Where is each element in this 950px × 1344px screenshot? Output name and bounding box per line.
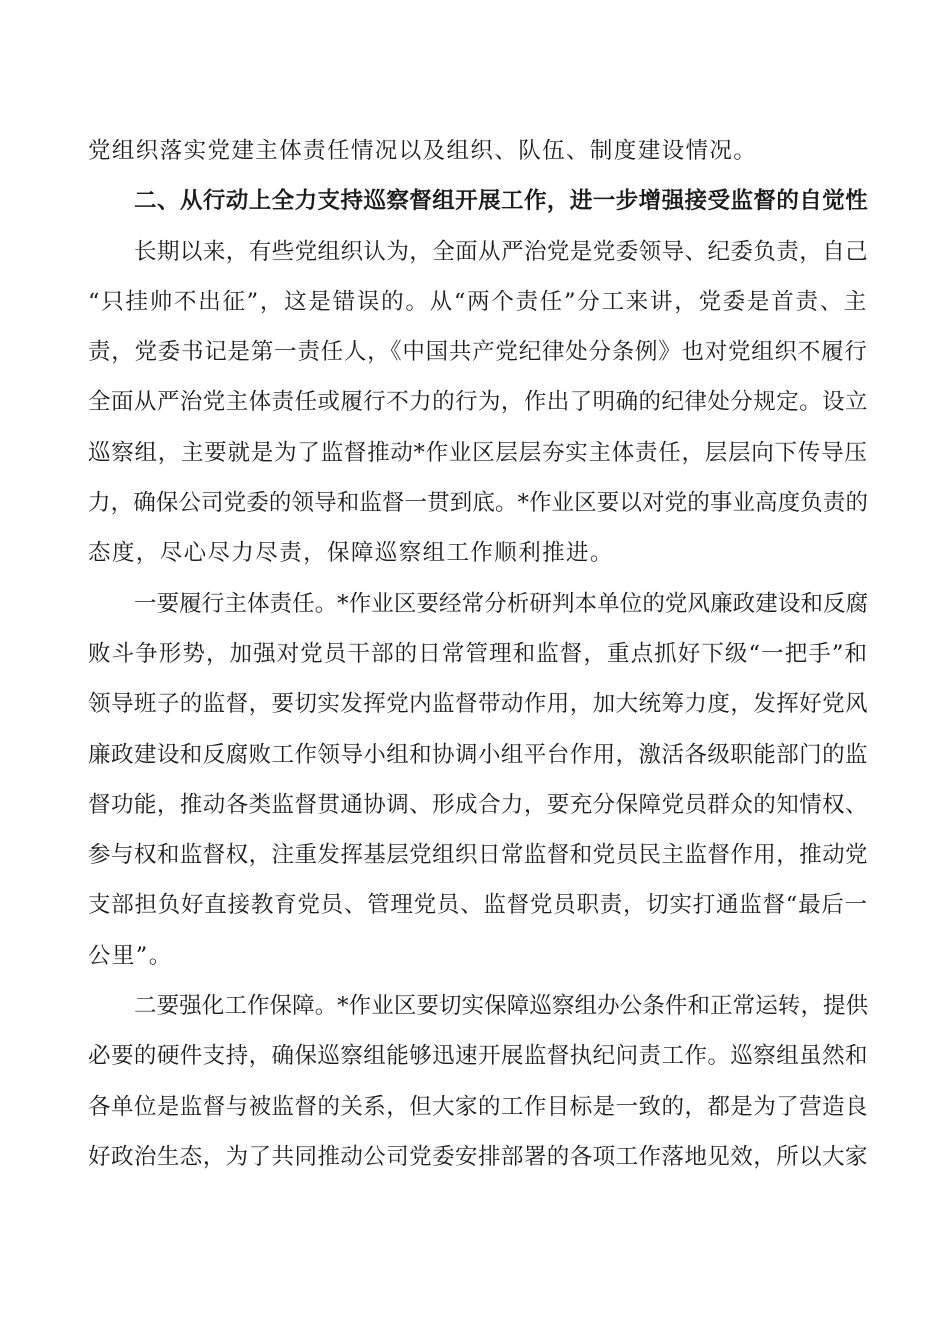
text-line: 一要履行主体责任。*作业区要经常分析研判本单位的党风廉政建设和反腐 — [134, 590, 869, 617]
section-heading: 二、从行动上全力支持巡察督组开展工作，进一步增强接受监督的自觉性 — [134, 188, 869, 215]
text-line: 败斗争形势，加强对党员干部的日常管理和监督，重点抓好下级“一把手”和 — [88, 640, 869, 667]
text-line: 全面从严治党主体责任或履行不力的行为，作出了明确的纪律处分规定。设立 — [88, 389, 868, 416]
text-line: 党组织落实党建主体责任情况以及组织、队伍、制度建设情况。 — [88, 138, 758, 164]
text-line: 支部担负好直接教育党员、管理党员、监督党员职责，切实打通监督“最后一 — [88, 892, 868, 919]
text-line: 领导班子的监督，要切实发挥党内监督带动作用，加大统筹力度，发挥好党风 — [88, 691, 868, 718]
text-line: 督功能，推动各类监督贯通协调、形成合力，要充分保障党员群众的知情权、 — [88, 791, 868, 818]
document-body — [88, 126, 868, 1182]
text-line: 长期以来，有些党组织认为，全面从严治党是党委领导、纪委负责，自己 — [134, 238, 869, 265]
text-line: 态度，尽心尽力尽责，保障巡察组工作顺利推进。 — [88, 540, 614, 567]
text-line: 廉政建设和反腐败工作领导小组和协调小组平台作用，激活各级职能部门的监 — [88, 741, 868, 768]
text-line: 力，确保公司党委的领导和监督一贯到底。*作业区要以对党的事业高度负责的 — [88, 490, 869, 517]
text-line: 参与权和监督权，注重发挥基层党组织日常监督和党员民主监督作用，推动党 — [88, 842, 868, 869]
text-line: 好政治生态，为了共同推动公司党委安排部署的各项工作落地见效，所以大家 — [88, 1143, 868, 1170]
text-line: 二要强化工作保障。*作业区要切实保障巡察组办公条件和正常运转，提供 — [134, 993, 869, 1020]
text-line: 责，党委书记是第一责任人，《中国共产党纪律处分条例》也对党组织不履行 — [88, 339, 868, 366]
text-line: “只挂帅不出征”，这是错误的。从“两个责任”分工来讲，党委是首责、主 — [88, 288, 869, 315]
text-line: 公里”。 — [88, 942, 173, 969]
text-line: 必要的硬件支持，确保巡察组能够迅速开展监督执纪问责工作。巡察组虽然和 — [88, 1043, 868, 1070]
text-line: 各单位是监督与被监督的关系，但大家的工作目标是一致的，都是为了营造良 — [88, 1093, 868, 1120]
text-line: 巡察组，主要就是为了监督推动*作业区层层夯实主体责任，层层向下传导压 — [88, 439, 868, 466]
